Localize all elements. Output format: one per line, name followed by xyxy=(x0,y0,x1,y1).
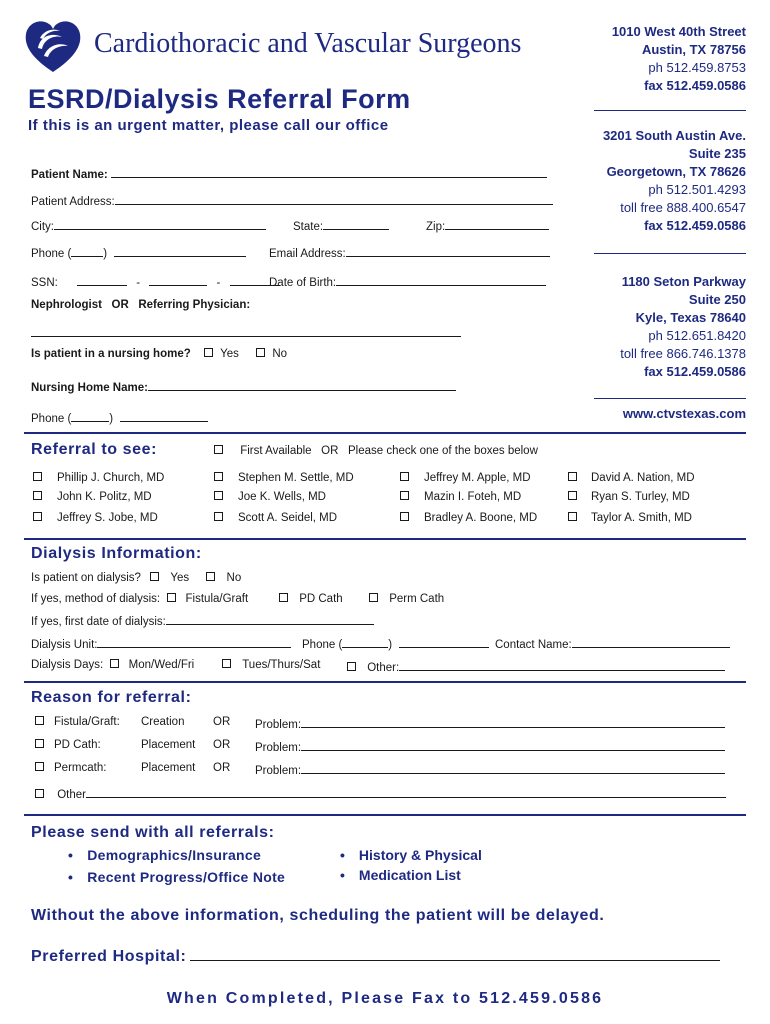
mon-wed-fri-checkbox[interactable] xyxy=(110,659,119,668)
reason-checkbox[interactable] xyxy=(35,716,44,725)
send-item xyxy=(340,847,482,863)
nephrologist-label: Nephrologist OR Referring Physician: xyxy=(31,299,251,311)
send-item xyxy=(340,867,461,883)
zip-label: Zip: xyxy=(426,221,446,233)
patient-name-field[interactable] xyxy=(111,166,547,178)
company-name: Cardiothoracic and Vascular Surgeons xyxy=(94,28,522,59)
doctor-name: Mazin I. Foteh, MD xyxy=(424,491,522,503)
section-divider xyxy=(24,814,746,816)
other-days-checkbox[interactable] xyxy=(347,662,356,671)
office-address-line: Suite 250 xyxy=(688,292,746,307)
reason-title: Reason for referral: xyxy=(31,689,192,706)
doctor-option xyxy=(33,512,158,524)
office-address-line: Kyle, Texas 78640 xyxy=(635,310,746,325)
city-field[interactable] xyxy=(54,218,266,230)
doctor-checkbox[interactable] xyxy=(33,491,42,500)
first-available-label: First Available OR Please check one of the boxes below xyxy=(240,445,538,457)
first-date-row xyxy=(31,613,374,628)
reason-or: OR xyxy=(213,762,231,774)
phone-close: ) xyxy=(109,413,114,425)
doctor-option xyxy=(214,472,354,484)
on-dialysis-no-checkbox[interactable] xyxy=(206,572,215,581)
office-fax: fax 512.459.0586 xyxy=(644,78,746,93)
patient-name-label: Patient Name: xyxy=(31,169,108,181)
other-days-label: Other: xyxy=(367,662,400,674)
dob-label: Date of Birth: xyxy=(269,277,337,289)
address-divider xyxy=(594,110,746,111)
doctor-checkbox[interactable] xyxy=(568,512,577,521)
reason-problem-label: Problem: xyxy=(255,742,302,754)
perm-cath-option xyxy=(369,593,444,605)
office-phone: ph 512.501.4293 xyxy=(648,182,746,197)
on-dialysis-question: Is patient on dialysis? xyxy=(31,572,141,584)
reason-other-label: Other xyxy=(57,789,86,801)
doctor-name: Phillip J. Church, MD xyxy=(57,472,165,484)
perm-cath-checkbox[interactable] xyxy=(369,593,378,602)
city-label: City: xyxy=(31,221,54,233)
bullet-icon: • xyxy=(68,847,74,863)
preferred-hospital-field[interactable] xyxy=(190,946,720,961)
nursing-phone-number-field[interactable] xyxy=(120,410,208,422)
mon-wed-fri-label: Mon/Wed/Fri xyxy=(128,659,195,671)
perm-cath-label: Perm Cath xyxy=(389,593,445,605)
reason-other-field[interactable] xyxy=(86,786,726,798)
section-divider xyxy=(24,681,746,683)
reason-problem-field[interactable] xyxy=(301,716,725,728)
state-field[interactable] xyxy=(323,218,389,230)
city-row xyxy=(31,218,266,233)
office-kyle xyxy=(620,273,746,381)
doctor-name: Jeffrey S. Jobe, MD xyxy=(57,512,158,524)
doctor-checkbox[interactable] xyxy=(33,512,42,521)
reason-problem-field[interactable] xyxy=(301,762,725,774)
bullet-icon: • xyxy=(340,867,345,883)
delay-warning: Without the above information, scheduling the patient will be delayed. xyxy=(31,907,605,924)
section-divider xyxy=(24,432,746,434)
reason-problem-field[interactable] xyxy=(301,739,725,751)
reason-row xyxy=(35,762,106,774)
reason-other-row xyxy=(35,786,726,801)
fistula-graft-label: Fistula/Graft xyxy=(185,593,249,605)
preferred-hospital-label: Preferred Hospital: xyxy=(31,948,187,965)
office-fax: fax 512.459.0586 xyxy=(644,218,746,233)
on-dialysis-row xyxy=(31,572,241,584)
office-tollfree: toll free 888.400.6547 xyxy=(620,200,746,215)
office-phone: ph 512.651.8420 xyxy=(648,328,746,343)
address-divider xyxy=(594,253,746,254)
zip-field[interactable] xyxy=(445,218,549,230)
on-dialysis-no-label: No xyxy=(226,572,242,584)
dialysis-phone-area-field[interactable] xyxy=(342,636,388,648)
reason-or: OR xyxy=(213,739,231,751)
doctor-checkbox[interactable] xyxy=(214,491,223,500)
doctor-name: David A. Nation, MD xyxy=(591,472,695,484)
doctor-name: Scott A. Seidel, MD xyxy=(238,512,338,524)
office-address-line: 3201 South Austin Ave. xyxy=(602,128,746,143)
doctor-checkbox[interactable] xyxy=(214,512,223,521)
doctor-option xyxy=(568,512,692,524)
email-field[interactable] xyxy=(346,245,550,257)
office-georgetown xyxy=(603,127,746,235)
ssn-dash: - xyxy=(216,277,221,289)
dialysis-phone-row xyxy=(302,636,489,651)
patient-address-row xyxy=(31,193,553,208)
dialysis-unit-label: Dialysis Unit: xyxy=(31,639,98,651)
section-divider xyxy=(24,538,746,540)
office-address-line: Suite 235 xyxy=(688,146,746,161)
reason-checkbox[interactable] xyxy=(35,739,44,748)
dialysis-phone-number-field[interactable] xyxy=(399,636,489,648)
doctor-option xyxy=(33,472,164,484)
method-label: If yes, method of dialysis: xyxy=(31,593,161,605)
office-address-line: 1010 West 40th Street xyxy=(611,24,746,39)
reason-problem-row xyxy=(255,716,725,731)
phone-close: ) xyxy=(103,248,108,260)
phone-close: ) xyxy=(388,639,393,651)
doctor-name: John K. Politz, MD xyxy=(57,491,152,503)
reason-label: Fistula/Graft: xyxy=(54,716,120,728)
doctor-option xyxy=(33,491,152,503)
ssn-dash: - xyxy=(136,277,141,289)
doctor-name: Joe K. Wells, MD xyxy=(238,491,326,503)
tues-thurs-sat-checkbox[interactable] xyxy=(222,659,231,668)
doctor-name: Ryan S. Turley, MD xyxy=(591,491,690,503)
doctor-option xyxy=(400,512,537,524)
nephrologist-field[interactable] xyxy=(31,325,461,337)
contact-label: Contact Name: xyxy=(495,639,572,651)
office-austin xyxy=(612,23,746,95)
pd-cath-label: PD Cath xyxy=(299,593,343,605)
doctor-checkbox[interactable] xyxy=(33,472,42,481)
reason-row xyxy=(35,716,120,728)
send-title: Please send with all referrals: xyxy=(31,824,275,841)
tues-thurs-sat-option xyxy=(222,659,320,671)
doctor-checkbox[interactable] xyxy=(400,472,409,481)
nursing-home-row xyxy=(31,348,287,360)
doctor-checkbox[interactable] xyxy=(568,491,577,500)
nursing-yes-label: Yes xyxy=(220,348,239,360)
contact-row xyxy=(495,636,730,651)
doctor-option xyxy=(568,491,690,503)
referral-title: Referral to see: xyxy=(31,441,158,458)
office-phone: ph 512.459.8753 xyxy=(648,60,746,75)
contact-field[interactable] xyxy=(572,636,730,648)
state-row xyxy=(293,218,389,233)
form-title: ESRD/Dialysis Referral Form xyxy=(28,84,411,114)
reason-label: PD Cath: xyxy=(54,739,101,751)
dialysis-title: Dialysis Information: xyxy=(31,545,202,562)
reason-checkbox[interactable] xyxy=(35,762,44,771)
patient-address-label: Patient Address: xyxy=(31,196,115,208)
doctor-checkbox[interactable] xyxy=(214,472,223,481)
office-address-line: Austin, TX 78756 xyxy=(641,42,746,57)
method-row xyxy=(31,593,248,605)
nursing-phone-area-field[interactable] xyxy=(71,410,109,422)
first-available-row xyxy=(214,445,538,457)
doctor-name: Bradley A. Boone, MD xyxy=(424,512,538,524)
doctor-name: Jeffrey M. Apple, MD xyxy=(424,472,531,484)
nursing-home-name-row xyxy=(31,379,456,394)
nursing-no-label: No xyxy=(272,348,288,360)
send-item xyxy=(68,847,261,863)
reason-problem-row xyxy=(255,762,725,777)
reason-other-checkbox[interactable] xyxy=(35,789,44,798)
doctor-checkbox[interactable] xyxy=(400,512,409,521)
preferred-hospital-row xyxy=(31,946,720,966)
dialysis-unit-field[interactable] xyxy=(97,636,291,648)
patient-address-field[interactable] xyxy=(115,193,553,205)
send-item-label: Medication List xyxy=(358,867,461,883)
ssn-row xyxy=(31,274,280,289)
dob-row xyxy=(269,274,546,289)
phone-label: Phone ( xyxy=(31,413,72,425)
reason-row xyxy=(35,739,101,751)
ssn-field-2[interactable] xyxy=(149,274,207,286)
pd-cath-option xyxy=(279,593,343,605)
office-address-line: Georgetown, TX 78626 xyxy=(606,164,746,179)
reason-problem-label: Problem: xyxy=(255,719,302,731)
phone-area-field[interactable] xyxy=(71,245,103,257)
ssn-field-1[interactable] xyxy=(77,274,127,286)
doctor-name: Stephen M. Settle, MD xyxy=(238,472,354,484)
fistula-graft-checkbox[interactable] xyxy=(167,593,176,602)
first-date-field[interactable] xyxy=(166,613,374,625)
office-address-line: 1180 Seton Parkway xyxy=(621,274,746,289)
send-item-label: History & Physical xyxy=(358,847,482,863)
state-label: State: xyxy=(293,221,324,233)
reason-action: Placement xyxy=(141,739,196,751)
doctor-checkbox[interactable] xyxy=(568,472,577,481)
bullet-icon: • xyxy=(340,847,345,863)
dialysis-unit-row xyxy=(31,636,291,651)
website-link[interactable]: www.ctvstexas.com xyxy=(622,406,746,421)
nursing-yes-checkbox[interactable] xyxy=(204,348,213,357)
tues-thurs-sat-label: Tues/Thurs/Sat xyxy=(242,659,321,671)
patient-phone-row xyxy=(31,245,246,260)
ssn-label: SSN: xyxy=(31,277,58,289)
urgent-note: If this is an urgent matter, please call our office xyxy=(28,117,389,134)
doctor-checkbox[interactable] xyxy=(400,491,409,500)
phone-label: Phone ( xyxy=(302,639,343,651)
doctor-option xyxy=(568,472,695,484)
phone-number-field[interactable] xyxy=(114,245,246,257)
address-divider xyxy=(594,398,746,399)
on-dialysis-yes-checkbox[interactable] xyxy=(150,572,159,581)
email-label: Email Address: xyxy=(269,248,346,260)
send-item-label: Recent Progress/Office Note xyxy=(87,869,286,885)
reason-action: Placement xyxy=(141,762,196,774)
doctor-option xyxy=(400,472,531,484)
dialysis-days-label: Dialysis Days: xyxy=(31,659,104,671)
email-row xyxy=(269,245,550,260)
dob-field[interactable] xyxy=(336,274,546,286)
reason-problem-row xyxy=(255,739,725,754)
nursing-home-question: Is patient in a nursing home? xyxy=(31,348,191,360)
reason-label: Permcath: xyxy=(54,762,107,774)
doctor-option xyxy=(214,491,326,503)
zip-row xyxy=(426,218,549,233)
reason-action: Creation xyxy=(141,716,185,728)
nursing-home-name-label: Nursing Home Name: xyxy=(31,382,148,394)
fax-footer: When Completed, Please Fax to 512.459.0586 xyxy=(166,990,604,1007)
phone-label: Phone ( xyxy=(31,248,72,260)
dialysis-days-row xyxy=(31,659,194,671)
office-tollfree: toll free 866.746.1378 xyxy=(620,346,746,361)
send-item-label: Demographics/Insurance xyxy=(87,847,262,863)
nursing-phone-row xyxy=(31,410,208,425)
other-days-option xyxy=(347,659,725,674)
office-fax: fax 512.459.0586 xyxy=(644,364,746,379)
on-dialysis-yes-label: Yes xyxy=(170,572,190,584)
other-days-field[interactable] xyxy=(399,659,725,671)
nursing-home-name-field[interactable] xyxy=(148,379,456,391)
nursing-no-checkbox[interactable] xyxy=(256,348,265,357)
first-available-checkbox[interactable] xyxy=(214,445,223,454)
reason-problem-label: Problem: xyxy=(255,765,302,777)
bullet-icon: • xyxy=(68,869,74,885)
reason-or: OR xyxy=(213,716,231,728)
send-item xyxy=(68,869,285,885)
patient-name-row xyxy=(31,166,547,181)
pd-cath-checkbox[interactable] xyxy=(279,593,288,602)
logo-mark xyxy=(22,18,84,74)
doctor-option xyxy=(400,491,521,503)
first-date-label: If yes, first date of dialysis: xyxy=(31,616,166,628)
doctor-name: Taylor A. Smith, MD xyxy=(591,512,692,524)
doctor-option xyxy=(214,512,337,524)
